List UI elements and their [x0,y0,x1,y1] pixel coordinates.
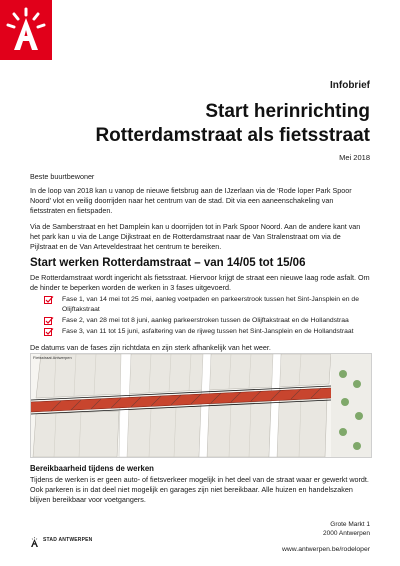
address [323,520,370,538]
stad-antwerpen-mark-icon [30,535,39,546]
phase-text: Fase 3, van 11 tot 15 juni, asfaltering van de rijweg tussen het Sint-Jansplein en de Hollandstraat [62,328,354,335]
paragraph-route: Via de Samberstraat en het Damplein kan u doorrijden tot in Park Spoor Noord. Aan de andere kant van het park kan u via de Lange Dijkstraat en de Rotterdamstraat naar de Van Stralenstraat om via de Pijlstraat en de Van Arteveldestraat het centrum te bereiken. [30,222,361,251]
title-line-2: Rotterdamstraat als fietsstraat [95,125,370,146]
list-item [44,295,374,315]
paragraph-access: Tijdens de werken is er geen auto- of fietsverkeer mogelijk in het deel van de straat waar er gewerkt wordt. Ook parkeren is in dat deel niet mogelijk en garages zijn niet bereikbaar. Alle huizen en handelszaken blijven bereikbaar voor voetgangers. [30,475,369,504]
greeting: Beste buurtbewoner [30,172,95,181]
checkbox-bullet-icon [44,328,54,336]
antwerpen-a-logo-icon [0,0,52,60]
document-date: Mei 2018 [339,153,370,162]
address-line-1: Grote Markt 1 [330,521,370,528]
title-line-1: Start herinrichting [205,101,370,122]
map-drawing [31,354,371,457]
document-type: Infobrief [330,80,370,91]
footer-logo [30,535,100,547]
checkbox-bullet-icon [44,317,54,325]
website-link[interactable]: www.antwerpen.be/rodeloper [281,546,370,553]
subheading-access: Bereikbaarheid tijdens de werken [30,464,154,473]
paragraph-intro: In de loop van 2018 kan u vanop de nieuwe fietsbrug aan de IJzerlaan via de ‘Rode loper Park Spoor Noord’ vlot en veilig doorrijden naar het centrum van de stad. Dit via een aaneenschakeling van fietsstraten en fietspaden. [30,186,352,215]
paragraph-works: De Rotterdamstraat wordt ingericht als fietsstraat. Hiervoor krijgt de straat een nieuwe laag rode asfalt. Om de hinder te beperken worden de werken in 3 fases uitgevoerd. [30,273,370,292]
map-caption: Fietsstraat Antwerpen [33,355,72,360]
phase-text: Fase 2, van 28 mei tot 8 juni, aanleg parkeerstroken tussen de Olijftakstraat en de Hollandstraa [62,317,349,324]
street-map [30,353,372,458]
antwerpen-logo [0,0,52,60]
org-name: STAD ANTWERPEN [43,537,93,543]
page-title [95,100,370,148]
paragraph-dates-note: De datums van de fases zijn richtdata en zijn sterk afhankelijk van het weer. [30,343,271,352]
list-item [44,327,374,337]
checkbox-bullet-icon [44,296,54,304]
list-item [44,316,374,326]
address-line-2: 2000 Antwerpen [323,530,370,537]
phase-text: Fase 1, van 14 mei tot 25 mei, aanleg voetpaden en parkeerstrook tussen het Sint-Jansplein en de Olijftakstraat [62,296,359,313]
section-heading: Start werken Rotterdamstraat – van 14/05 tot 15/06 [30,257,306,269]
phase-list [44,295,374,338]
